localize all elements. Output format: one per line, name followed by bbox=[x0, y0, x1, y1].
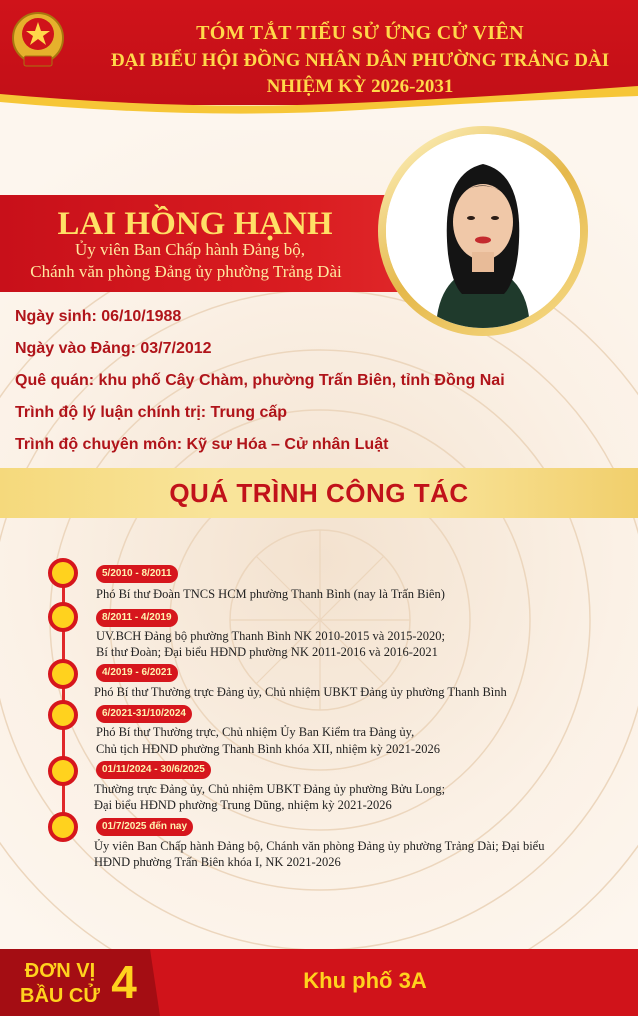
timeline-period: 4/2019 - 6/2021 bbox=[96, 664, 178, 682]
timeline-text: Phó Bí thư Đoàn TNCS HCM phường Thanh Bình (nay là Trấn Biên) bbox=[96, 587, 445, 601]
timeline-dot bbox=[48, 700, 78, 730]
candidate-name: LAI HỒNG HẠNH bbox=[57, 206, 333, 242]
header-title-line1: TÓM TẮT TIỂU SỬ ỨNG CỬ VIÊN bbox=[196, 22, 524, 44]
timeline-text: Chủ tịch HĐND phường Thanh Bình khóa XII, nhiệm kỳ 2021-2026 bbox=[96, 742, 441, 756]
info-professional-level: Trình độ chuyên môn: Kỹ sư Hóa – Cử nhân Luật bbox=[15, 436, 389, 453]
timeline-period: 01/11/2024 - 30/6/2025 bbox=[96, 761, 211, 779]
timeline-dot bbox=[48, 659, 78, 689]
timeline-dot bbox=[48, 812, 78, 842]
timeline-period: 5/2010 - 8/2011 bbox=[96, 565, 178, 583]
candidate-role-line1: Ủy viên Ban Chấp hành Đảng bộ, bbox=[75, 240, 305, 259]
election-unit-area: Khu phố 3A bbox=[303, 968, 427, 993]
election-unit-label-line2: BẦU CỬ bbox=[20, 985, 100, 1007]
timeline-period: 8/2011 - 4/2019 bbox=[96, 609, 178, 627]
timeline-text: Phó Bí thư Thường trực, Chủ nhiệm Ủy Ban Kiểm tra Đảng ủy, bbox=[96, 725, 415, 739]
header-title-line3: NHIỆM KỲ 2026-2031 bbox=[266, 76, 454, 97]
timeline-period: 01/7/2025 đến nay bbox=[96, 818, 193, 836]
candidate-role-line2: Chánh văn phòng Đảng ủy phường Trảng Dài bbox=[30, 262, 342, 281]
timeline-text: Thường trực Đảng ủy, Chủ nhiệm UBKT Đảng ủy phường Bửu Long; bbox=[94, 782, 446, 796]
info-hometown: Quê quán: khu phố Cây Chàm, phường Trấn Biên, tỉnh Đồng Nai bbox=[15, 372, 505, 389]
timeline-text: UV.BCH Đảng bộ phường Thanh Bình NK 2010-2015 và 2015-2020; bbox=[96, 629, 446, 643]
timeline-period: 6/2021-31/10/2024 bbox=[96, 705, 192, 723]
timeline-dot bbox=[48, 602, 78, 632]
timeline-text: Đại biểu HĐND phường Trung Dũng, nhiệm kỳ 2021-2026 bbox=[94, 798, 392, 812]
election-unit-label-line1: ĐƠN VỊ bbox=[24, 960, 96, 982]
header-title-line2: ĐẠI BIỂU HỘI ĐỒNG NHÂN DÂN PHƯỜNG TRẢNG DÀI bbox=[110, 50, 610, 71]
election-unit-number: 4 bbox=[111, 956, 137, 1008]
timeline-text: Ủy viên Ban Chấp hành Đảng bộ, Chánh văn phòng Đảng ủy phường Trảng Dài; Đại biểu bbox=[94, 839, 545, 853]
national-emblem-icon bbox=[10, 8, 66, 72]
info-political-level: Trình độ lý luận chính trị: Trung cấp bbox=[15, 404, 288, 421]
timeline-dot bbox=[48, 558, 78, 588]
info-birth-date: Ngày sinh: 06/10/1988 bbox=[15, 308, 182, 325]
info-party-join-date: Ngày vào Đảng: 03/7/2012 bbox=[15, 340, 212, 357]
section-title: QUÁ TRÌNH CÔNG TÁC bbox=[169, 478, 469, 508]
candidate-portrait bbox=[386, 134, 580, 328]
timeline-dot bbox=[48, 756, 78, 786]
timeline-text: Bí thư Đoàn; Đại biểu HĐND phường NK 2011-2016 và 2016-2021 bbox=[96, 645, 438, 659]
timeline-text: Phó Bí thư Thường trực Đảng ủy, Chủ nhiệm UBKT Đảng ủy phường Thanh Bình bbox=[94, 685, 507, 699]
timeline-text: HĐND phường Trấn Biên khóa I, NK 2021-2026 bbox=[94, 855, 341, 869]
